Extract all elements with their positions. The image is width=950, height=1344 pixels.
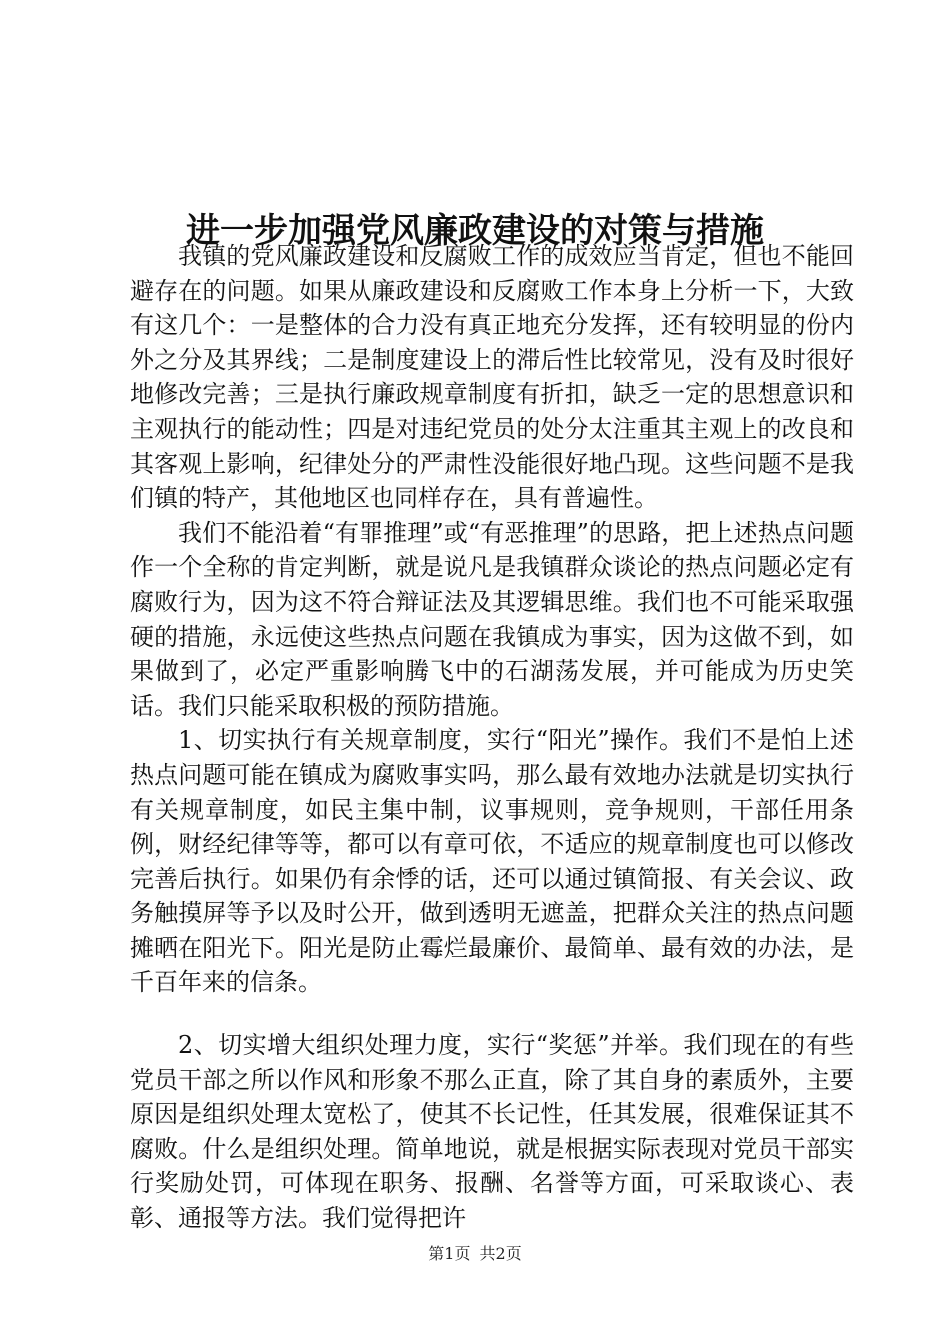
- page-footer: [0, 1244, 950, 1264]
- paragraph-intro: 我镇的党风廉政建设和反腐败工作的成效应当肯定，但也不能回避存在的问题。如果从廉政建设和反腐败工作本身上分析一下，大致有这几个：一是整体的合力没有真正地充分发挥，还有较明显的份内外之分及其界线；二是制度建设上的滞后性比较常见，没有及时很好地修改完善；三是执行廉政规章制度有折扣，缺乏一定的思想意识和主观执行的能动性；四是对违纪党员的处分太注重其主观上的改良和其客观上影响，纪律处分的严肃性没能很好地凸现。这些问题不是我们镇的特产，其他地区也同样存在，具有普遍性。: [130, 242, 854, 513]
- document-title: 进一步加强党风廉政建设的对策与措施: [186, 210, 764, 251]
- paragraph-measure-2: 2、切实增大组织处理力度，实行“奖惩”并举。我们现在的有些党员干部之所以作风和形象不那么正直，除了其自身的素质外，主要原因是组织处理太宽松了，使其不长记性，任其发展，很难保证其不腐败。什么是组织处理。简单地说，就是根据实际表现对党员干部实行奖励处罚，可体现在职务、报酬、名誉等方面，可采取谈心、表彰、通报等方法。我们觉得把许: [130, 1031, 854, 1233]
- paragraph-measure-1: 1、切实执行有关规章制度，实行“阳光”操作。我们不是怕上述热点问题可能在镇成为腐败事实吗，那么最有效地办法就是切实执行有关规章制度，如民主集中制，议事规则，竞争规则，干部任用条例，财经纪律等等，都可以有章可依，不适应的规章制度也可以修改完善后执行。如果仍有余悸的话，还可以通过镇简报、有关会议、政务触摸屏等予以及时公开，做到透明无遮盖，把群众关注的热点问题摊晒在阳光下。阳光是防止霉烂最廉价、最简单、最有效的办法，是千百年来的信条。: [130, 726, 854, 997]
- document-body: [130, 239, 854, 1236]
- page-total: 共2页: [479, 1244, 522, 1263]
- page-number: 第1页: [428, 1244, 471, 1263]
- paragraph-analysis: 我们不能沿着“有罪推理”或“有恶推理”的思路，把上述热点问题作一个全称的肯定判断，就是说凡是我镇群众谈论的热点问题必定有腐败行为，因为这不符合辩证法及其逻辑思维。我们也不可能采取强硬的措施，永远使这些热点问题在我镇成为事实，因为这做不到，如果做到了，必定严重影响腾飞中的石湖荡发展，并可能成为历史笑话。我们只能采取积极的预防措施。: [130, 518, 854, 720]
